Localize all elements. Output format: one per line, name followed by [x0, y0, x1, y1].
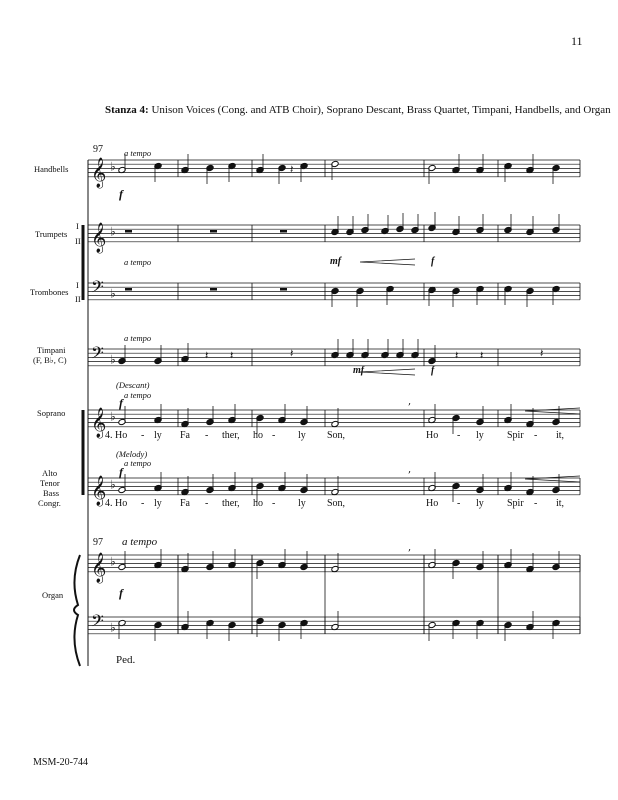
flat-key-icon: ♭ — [110, 224, 116, 239]
treble-clef-icon: 𝄞 — [91, 552, 107, 583]
treble-clef-icon: 𝄞 — [91, 475, 107, 506]
dynamic-f-organ: f — [119, 586, 123, 600]
treble-clef-icon: 𝄞 — [91, 157, 107, 188]
a-tempo-soprano: a tempo — [124, 390, 152, 400]
flat-key-icon: ♭ — [110, 352, 116, 367]
whole-rest-icon — [210, 230, 217, 233]
organ-brace — [74, 555, 80, 666]
label-soprano: Soprano — [37, 408, 66, 418]
lyric-melody: ly — [298, 498, 306, 509]
a-tempo-organ: a tempo — [122, 536, 158, 548]
breath-mark-icon: , — [408, 542, 412, 553]
flat-key-icon: ♭ — [110, 409, 116, 424]
label-trombones-II: II — [75, 294, 81, 304]
label-trumpets-II: II — [75, 236, 81, 246]
lyric-melody: - — [457, 498, 461, 509]
label-timpani-tuning: (F, B♭, C) — [33, 355, 67, 365]
label-handbells: Handbells — [34, 164, 69, 174]
a-tempo-handbells: a tempo — [124, 148, 152, 158]
label-trombones: Trombones — [30, 287, 69, 297]
lyric-soprano: ly — [476, 430, 484, 441]
lyric-melody: ly — [476, 498, 484, 509]
pedal-marking: Ped. — [116, 654, 136, 666]
catalog-number: MSM-20-744 — [33, 757, 89, 768]
lyric-melody: Spir — [507, 498, 524, 509]
dynamic-f-trumpets: f — [431, 256, 435, 267]
lyric-melody: - — [205, 498, 209, 509]
lyric-soprano: 4. Ho — [105, 430, 128, 441]
flat-key-icon: ♭ — [110, 159, 116, 174]
rest-icon: 𝄽 — [290, 163, 294, 176]
page-number: 11 — [571, 34, 583, 48]
crescendo-hairpin — [360, 259, 415, 265]
lyric-melody: ly — [154, 498, 162, 509]
lyric-melody: - — [272, 498, 276, 509]
lyric-soprano: Fa — [180, 430, 190, 441]
measure-number-top: 97 — [93, 144, 103, 155]
label-congr: Congr. — [38, 498, 61, 508]
breath-mark-icon: , — [408, 396, 412, 407]
rest-icon: 𝄽 — [480, 349, 484, 362]
label-trombones-I: I — [76, 280, 79, 290]
dynamic-mf-timpani: mf — [353, 365, 365, 376]
stanza-heading-bold: Stanza 4: — [105, 104, 149, 116]
whole-rest-icon — [125, 230, 132, 233]
lyric-soprano: - — [141, 430, 145, 441]
label-timpani: Timpani — [37, 345, 66, 355]
a-tempo-melody: a tempo — [124, 458, 152, 468]
bass-clef-icon: 𝄢 — [91, 610, 104, 635]
flat-key-icon: ♭ — [110, 620, 116, 635]
lyric-melody: ther, — [222, 498, 240, 509]
lyric-soprano: ther, — [222, 430, 240, 441]
lyric-melody: - — [141, 498, 145, 509]
lyric-melody: Fa — [180, 498, 190, 509]
lyric-melody: Son, — [327, 498, 346, 509]
rest-icon: 𝄽 — [540, 347, 544, 360]
dynamic-f-handbells: f — [119, 187, 123, 201]
lyric-soprano: it, — [556, 430, 565, 441]
lyric-soprano: - — [457, 430, 461, 441]
rest-icon: 𝄽 — [205, 349, 209, 362]
flat-key-icon: ♭ — [110, 477, 116, 492]
bass-clef-icon: 𝄢 — [91, 342, 104, 367]
lyric-soprano: - — [534, 430, 538, 441]
lyric-soprano: ly — [298, 430, 306, 441]
lyric-soprano: - — [205, 430, 209, 441]
whole-rest-icon — [280, 230, 287, 233]
stanza-heading-text: Unison Voices (Cong. and ATB Choir), Soprano Descant, Brass Quartet, Timpani, Handbells, and Organ — [148, 104, 611, 116]
dynamic-f-timpani: f — [431, 365, 435, 376]
stanza-heading — [105, 104, 611, 116]
label-trumpets: Trumpets — [35, 229, 68, 239]
lyric-soprano: Son, — [327, 430, 346, 441]
rest-icon: 𝄽 — [230, 349, 234, 362]
whole-rest-icon — [125, 288, 132, 291]
lyric-soprano: Spir — [507, 430, 524, 441]
dynamic-f-soprano: f — [119, 396, 123, 410]
melody-label: (Melody) — [116, 449, 148, 459]
label-tenor: Tenor — [40, 478, 60, 488]
dynamic-mf-trumpets: mf — [330, 256, 342, 267]
whole-rest-icon — [210, 288, 217, 291]
flat-key-icon: ♭ — [110, 286, 116, 301]
treble-clef-icon: 𝄞 — [91, 222, 107, 253]
lyric-soprano: Ho — [426, 430, 439, 441]
lyric-melody: ho — [253, 498, 263, 509]
lyric-melody: it, — [556, 498, 565, 509]
dynamic-f-melody: f — [119, 465, 123, 479]
a-tempo-brass: a tempo — [124, 257, 152, 267]
breath-mark-icon: , — [408, 464, 412, 475]
lyric-soprano: ly — [154, 430, 162, 441]
label-alto: Alto — [42, 468, 58, 478]
a-tempo-timpani: a tempo — [124, 333, 152, 343]
descant-label: (Descant) — [116, 380, 150, 390]
bass-clef-icon: 𝄢 — [91, 276, 104, 301]
whole-rest-icon — [280, 288, 287, 291]
measure-number-organ: 97 — [93, 537, 103, 548]
lyric-melody: 4. Ho — [105, 498, 128, 509]
lyric-melody: Ho — [426, 498, 439, 509]
treble-clef-icon: 𝄞 — [91, 407, 107, 438]
flat-key-icon: ♭ — [110, 554, 116, 569]
lyric-soprano: - — [272, 430, 276, 441]
lyric-soprano: ho — [253, 430, 263, 441]
rest-icon: 𝄽 — [290, 347, 294, 360]
label-organ: Organ — [42, 590, 64, 600]
label-bass: Bass — [43, 488, 60, 498]
lyric-melody: - — [534, 498, 538, 509]
label-trumpets-I: I — [76, 221, 79, 231]
crescendo-hairpin — [360, 369, 415, 375]
rest-icon: 𝄽 — [455, 349, 459, 362]
